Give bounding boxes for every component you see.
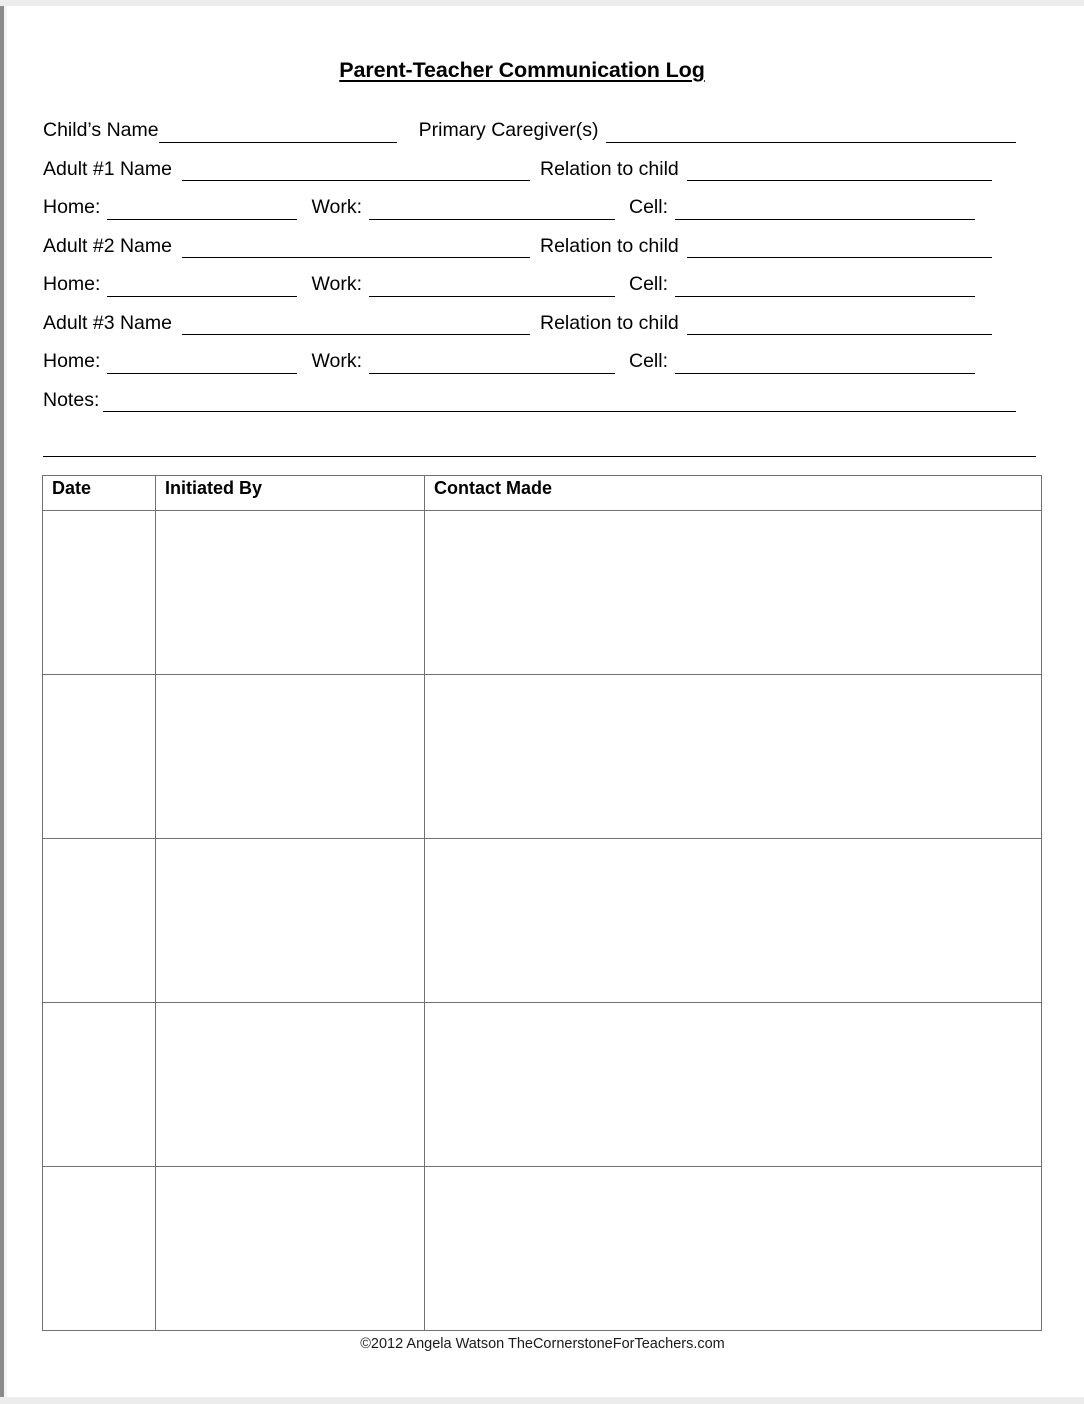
adult-3-relation-label: Relation to child: [540, 311, 679, 334]
form-row-adult-3-name: [43, 304, 1038, 343]
notes-blank-line-2[interactable]: [43, 456, 1036, 457]
adult-1-relation-label: Relation to child: [540, 157, 679, 180]
column-header-contact-made: Contact Made: [425, 476, 1042, 511]
cell-initiated-by[interactable]: [156, 1167, 425, 1331]
page-edge-bottom: [0, 1397, 1084, 1404]
adult-3-name-blank[interactable]: [182, 334, 530, 335]
cell-initiated-by[interactable]: [156, 839, 425, 1003]
cell-initiated-by[interactable]: [156, 511, 425, 675]
child-name-label: Child’s Name: [43, 119, 159, 141]
table-row: [43, 1167, 1042, 1331]
cell-initiated-by[interactable]: [156, 1003, 425, 1167]
page-title: Parent-Teacher Communication Log: [339, 58, 705, 82]
cell-contact-made[interactable]: [425, 511, 1042, 675]
primary-caregivers-blank[interactable]: [606, 142, 1016, 143]
adult-3-cell-label: Cell:: [629, 350, 669, 372]
form-row-child-name: [43, 111, 1038, 150]
adult-2-cell-blank[interactable]: [675, 296, 975, 297]
adult-2-cell-label: Cell:: [629, 273, 669, 295]
cell-contact-made[interactable]: [425, 839, 1042, 1003]
adult-1-work-label: Work:: [311, 196, 362, 218]
adult-3-cell-blank[interactable]: [675, 373, 975, 374]
communication-log-table: [42, 475, 1042, 1331]
form-row-adult-2-phones: [43, 265, 1038, 304]
cell-date[interactable]: [43, 675, 156, 839]
adult-2-home-blank[interactable]: [107, 296, 297, 297]
adult-1-name-label: Adult #1 Name: [43, 157, 172, 180]
cell-date[interactable]: [43, 1003, 156, 1167]
form-row-notes: [43, 381, 1038, 420]
cell-contact-made[interactable]: [425, 675, 1042, 839]
table-row: [43, 839, 1042, 1003]
cell-date[interactable]: [43, 1167, 156, 1331]
adult-1-home-blank[interactable]: [107, 219, 297, 220]
adult-3-relation-blank[interactable]: [687, 334, 992, 335]
form-row-adult-3-phones: [43, 342, 1038, 381]
cell-contact-made[interactable]: [425, 1003, 1042, 1167]
footer-copyright: ©2012 Angela Watson TheCornerstoneForTeachers.com: [360, 1336, 725, 1352]
table-header-row: [43, 476, 1042, 511]
form-row-adult-1-phones: [43, 188, 1038, 227]
adult-1-work-blank[interactable]: [369, 219, 615, 220]
notes-label: Notes:: [43, 388, 100, 411]
adult-1-relation-blank[interactable]: [687, 180, 992, 181]
adult-1-cell-label: Cell:: [629, 196, 669, 218]
cell-date[interactable]: [43, 511, 156, 675]
adult-2-relation-blank[interactable]: [687, 257, 992, 258]
adult-2-name-blank[interactable]: [182, 257, 530, 258]
form-row-notes-continued: [43, 419, 1038, 464]
adult-3-work-label: Work:: [311, 350, 362, 372]
adult-1-cell-blank[interactable]: [675, 219, 975, 220]
form-row-adult-1-name: [43, 150, 1038, 189]
table-row: [43, 511, 1042, 675]
document-page: [7, 6, 1084, 1397]
adult-3-name-label: Adult #3 Name: [43, 311, 172, 334]
column-header-initiated-by: Initiated By: [156, 476, 425, 511]
adult-3-home-blank[interactable]: [107, 373, 297, 374]
adult-2-work-blank[interactable]: [369, 296, 615, 297]
adult-2-name-label: Adult #2 Name: [43, 234, 172, 257]
adult-3-work-blank[interactable]: [369, 373, 615, 374]
adult-2-home-label: Home:: [43, 273, 101, 295]
adult-3-home-label: Home:: [43, 350, 101, 372]
cell-contact-made[interactable]: [425, 1167, 1042, 1331]
adult-2-work-label: Work:: [311, 273, 362, 295]
table-row: [43, 1003, 1042, 1167]
cell-initiated-by[interactable]: [156, 675, 425, 839]
primary-caregivers-label: Primary Caregiver(s): [418, 119, 599, 141]
adult-1-name-blank[interactable]: [182, 180, 530, 181]
column-header-date: Date: [43, 476, 156, 511]
form-row-adult-2-name: [43, 227, 1038, 266]
adult-1-home-label: Home:: [43, 196, 101, 218]
cell-date[interactable]: [43, 839, 156, 1003]
child-name-blank[interactable]: [159, 142, 397, 143]
table-row: [43, 675, 1042, 839]
notes-blank-line-1[interactable]: [103, 411, 1016, 412]
adult-2-relation-label: Relation to child: [540, 234, 679, 257]
contact-information-form: [43, 111, 1038, 464]
